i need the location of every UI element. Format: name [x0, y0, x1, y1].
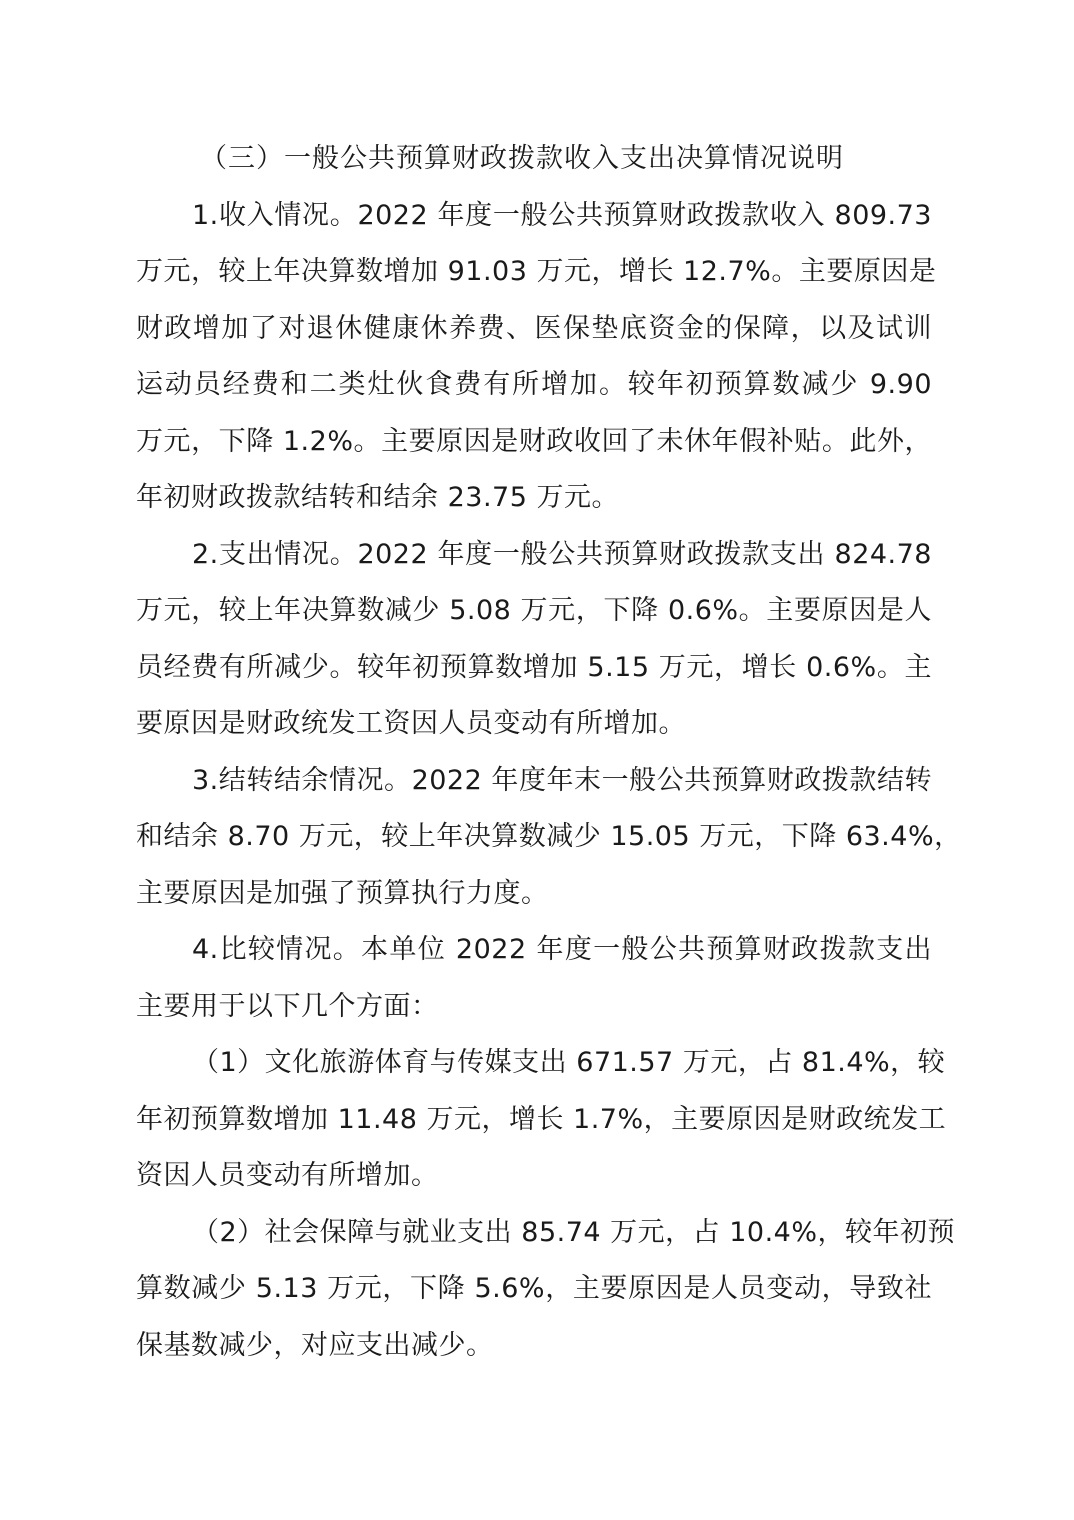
section-heading: （三）一般公共预算财政拨款收入支出决算情况说明	[200, 143, 844, 174]
text-line: 算数减少 5.13 万元，下降 5.6%，主要原因是人员变动，导致社	[136, 1273, 932, 1304]
text-line: 3.结转结余情况。2022 年度年末一般公共预算财政拨款结转	[192, 765, 932, 796]
text-line: 运动员经费和二类灶伙食费有所增加。较年初预算数减少 9.90	[136, 369, 932, 400]
text-line: 员经费有所减少。较年初预算数增加 5.15 万元，增长 0.6%。主	[136, 652, 932, 683]
text-line: 和结余 8.70 万元，较上年决算数减少 15.05 万元，下降 63.4%，	[136, 821, 962, 852]
text-line: 万元，较上年决算数增加 91.03 万元，增长 12.7%。主要原因是	[136, 256, 937, 287]
text-line: 万元，较上年决算数减少 5.08 万元，下降 0.6%。主要原因是人	[136, 595, 932, 626]
text-line: 年初财政拨款结转和结余 23.75 万元。	[136, 482, 619, 513]
text-line: 财政增加了对退休健康休养费、医保垫底资金的保障，以及试训	[136, 313, 932, 344]
text-line: （2）社会保障与就业支出 85.74 万元，占 10.4%，较年初预	[192, 1217, 955, 1248]
text-line: 年初预算数增加 11.48 万元，增长 1.7%，主要原因是财政统发工	[136, 1104, 947, 1135]
text-line: 主要原因是加强了预算执行力度。	[136, 878, 549, 909]
text-line: 1.收入情况。2022 年度一般公共预算财政拨款收入 809.73	[192, 200, 932, 231]
text-line: 2.支出情况。2022 年度一般公共预算财政拨款支出 824.78	[192, 539, 932, 570]
text-line: 要原因是财政统发工资因人员变动有所增加。	[136, 708, 686, 739]
text-line: 主要用于以下几个方面：	[136, 991, 439, 1022]
text-line: 资因人员变动有所增加。	[136, 1160, 439, 1191]
text-line: （1）文化旅游体育与传媒支出 671.57 万元，占 81.4%，较	[192, 1047, 946, 1078]
text-line: 保基数减少，对应支出减少。	[136, 1330, 494, 1361]
text-line: 万元，下降 1.2%。主要原因是财政收回了未休年假补贴。此外，	[136, 426, 932, 457]
text-line: 4.比较情况。本单位 2022 年度一般公共预算财政拨款支出	[192, 934, 932, 965]
